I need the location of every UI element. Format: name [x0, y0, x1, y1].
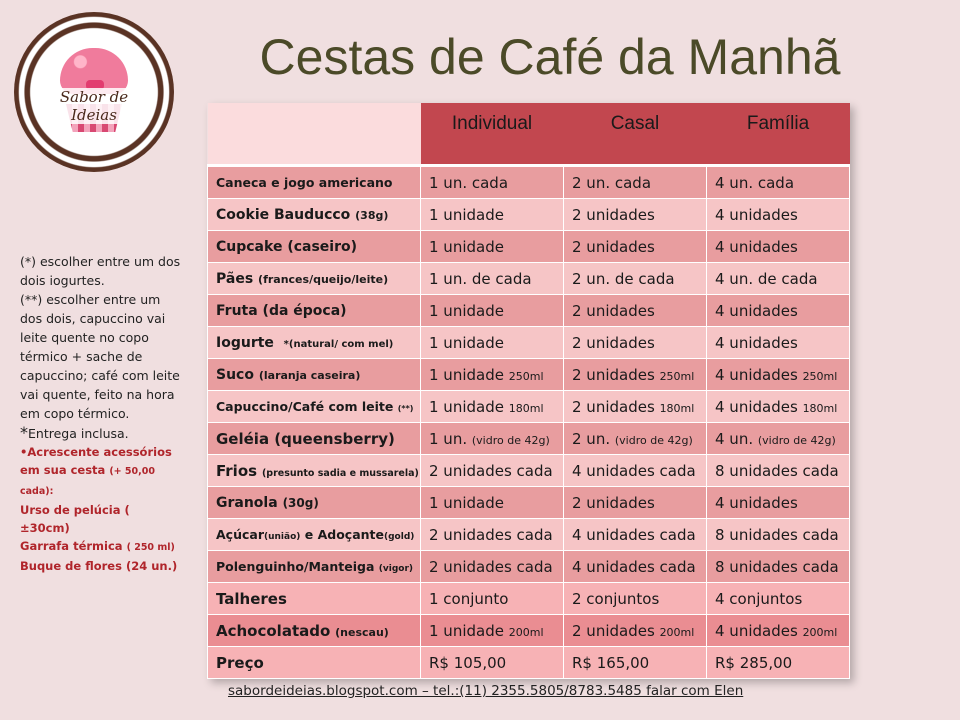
note-star: * [20, 423, 28, 442]
qty-casal: 2 conjuntos [564, 583, 707, 615]
qty-casal: 4 unidades cada [564, 551, 707, 583]
qty-casal: 2 unidades 200ml [564, 615, 707, 647]
qty-individual: 1 unidade 200ml [421, 615, 564, 647]
basket-table [207, 103, 850, 679]
qty-casal: 2 un. de cada [564, 263, 707, 295]
note-yogurt: (*) escolher entre um dos dois iogurtes. [20, 254, 181, 288]
qty-casal: 2 un. (vidro de 42g) [564, 423, 707, 455]
table-row [208, 263, 850, 295]
qty-casal: 2 unidades 250ml [564, 359, 707, 391]
table-row [208, 455, 850, 487]
qty-individual: 1 unidade [421, 231, 564, 263]
table-row [208, 166, 850, 199]
qty-familia: 4 conjuntos [707, 583, 850, 615]
qty-familia: 4 unidades [707, 327, 850, 359]
header-familia: Família [707, 103, 850, 166]
table-row [208, 487, 850, 519]
item-name: Geléia (queensberry) [208, 423, 421, 455]
price-individual: R$ 105,00 [421, 647, 564, 679]
price-familia: R$ 285,00 [707, 647, 850, 679]
qty-familia: 4 unidades [707, 487, 850, 519]
table-row [208, 551, 850, 583]
qty-familia: 4 unidades [707, 295, 850, 327]
item-name: Capuccino/Café com leite (**) [208, 391, 421, 423]
page-title: Cestas de Café da Manhã [259, 29, 841, 85]
item-name: Iogurte *(natural/ com mel) [208, 327, 421, 359]
price-label: Preço [208, 647, 421, 679]
logo-text: Sabor de Ideias [40, 88, 148, 124]
qty-familia: 4 unidades 250ml [707, 359, 850, 391]
qty-individual: 1 unidade 250ml [421, 359, 564, 391]
qty-individual: 1 unidade [421, 487, 564, 519]
price-casal: R$ 165,00 [564, 647, 707, 679]
qty-individual: 2 unidades cada [421, 455, 564, 487]
qty-casal: 4 unidades cada [564, 519, 707, 551]
qty-individual: 1 unidade [421, 199, 564, 231]
qty-individual: 1 unidade 180ml [421, 391, 564, 423]
qty-familia: 8 unidades cada [707, 551, 850, 583]
qty-familia: 4 un. (vidro de 42g) [707, 423, 850, 455]
footer-contact-link[interactable]: sabordeideias.blogspot.com – tel.:(11) 2355.5805/8783.5485 falar com Elen [228, 683, 744, 699]
item-name: Açúcar(união) e Adoçante(gold) [208, 519, 421, 551]
table-row [208, 199, 850, 231]
extras-price: (+ 50,00 cada): [20, 466, 155, 497]
qty-familia: 4 un. cada [707, 166, 850, 199]
qty-individual: 1 unidade [421, 295, 564, 327]
qty-casal: 2 unidades [564, 295, 707, 327]
table-header-row [208, 103, 850, 166]
note-delivery [20, 423, 182, 443]
qty-individual: 1 un. de cada [421, 263, 564, 295]
table-row [208, 231, 850, 263]
qty-individual: 1 un. cada [421, 166, 564, 199]
side-notes [20, 252, 182, 575]
item-name: Talheres [208, 583, 421, 615]
extras-title: •Acrescente acessórios em sua cesta [20, 445, 172, 477]
qty-casal: 2 un. cada [564, 166, 707, 199]
qty-casal: 2 unidades [564, 327, 707, 359]
table-row [208, 647, 850, 679]
qty-individual: 1 conjunto [421, 583, 564, 615]
qty-casal: 2 unidades [564, 231, 707, 263]
note-capuccino: (**) escolher entre um dos dois, capuccino vai leite quente no copo térmico + sache de capuccino; café com leite vai quente, feito na hora em copo térmico. [20, 292, 180, 421]
table-row [208, 391, 850, 423]
extra-teddy-detail: ( ±30cm) [20, 503, 130, 535]
item-name: Granola (30g) [208, 487, 421, 519]
extra-flowers: Buque de flores [20, 559, 122, 573]
header-individual: Individual [421, 103, 564, 166]
note-extras [20, 443, 182, 575]
item-name: Pães (frances/queijo/leite) [208, 263, 421, 295]
table-row [208, 359, 850, 391]
item-name: Caneca e jogo americano [208, 166, 421, 199]
item-name: Cupcake (caseiro) [208, 231, 421, 263]
table-row [208, 519, 850, 551]
extra-thermos-detail: ( 250 ml) [126, 542, 175, 553]
qty-casal: 2 unidades [564, 487, 707, 519]
table-row [208, 327, 850, 359]
qty-familia: 8 unidades cada [707, 519, 850, 551]
qty-individual: 1 unidade [421, 327, 564, 359]
table-row [208, 423, 850, 455]
header-casal: Casal [564, 103, 707, 166]
item-name: Suco (laranja caseira) [208, 359, 421, 391]
qty-familia: 4 unidades [707, 199, 850, 231]
logo-badge [36, 34, 152, 150]
qty-casal: 2 unidades 180ml [564, 391, 707, 423]
qty-casal: 4 unidades cada [564, 455, 707, 487]
qty-familia: 8 unidades cada [707, 455, 850, 487]
extra-teddy: Urso de pelúcia [20, 503, 121, 517]
extra-thermos: Garrafa térmica [20, 539, 123, 553]
qty-individual: 1 un. (vidro de 42g) [421, 423, 564, 455]
item-name: Fruta (da época) [208, 295, 421, 327]
note-delivery-text: Entrega inclusa. [28, 426, 129, 441]
qty-casal: 2 unidades [564, 199, 707, 231]
item-name: Cookie Bauducco (38g) [208, 199, 421, 231]
qty-individual: 2 unidades cada [421, 519, 564, 551]
extra-flowers-detail: (24 un.) [125, 559, 178, 573]
qty-familia: 4 un. de cada [707, 263, 850, 295]
header-blank [208, 103, 421, 166]
table-row [208, 295, 850, 327]
item-name: Polenguinho/Manteiga (vigor) [208, 551, 421, 583]
qty-familia: 4 unidades 200ml [707, 615, 850, 647]
qty-familia: 4 unidades 180ml [707, 391, 850, 423]
brand-logo [14, 12, 174, 172]
qty-individual: 2 unidades cada [421, 551, 564, 583]
item-name: Frios (presunto sadia e mussarela) [208, 455, 421, 487]
qty-familia: 4 unidades [707, 231, 850, 263]
table-row [208, 583, 850, 615]
table-row [208, 615, 850, 647]
item-name: Achocolatado (nescau) [208, 615, 421, 647]
